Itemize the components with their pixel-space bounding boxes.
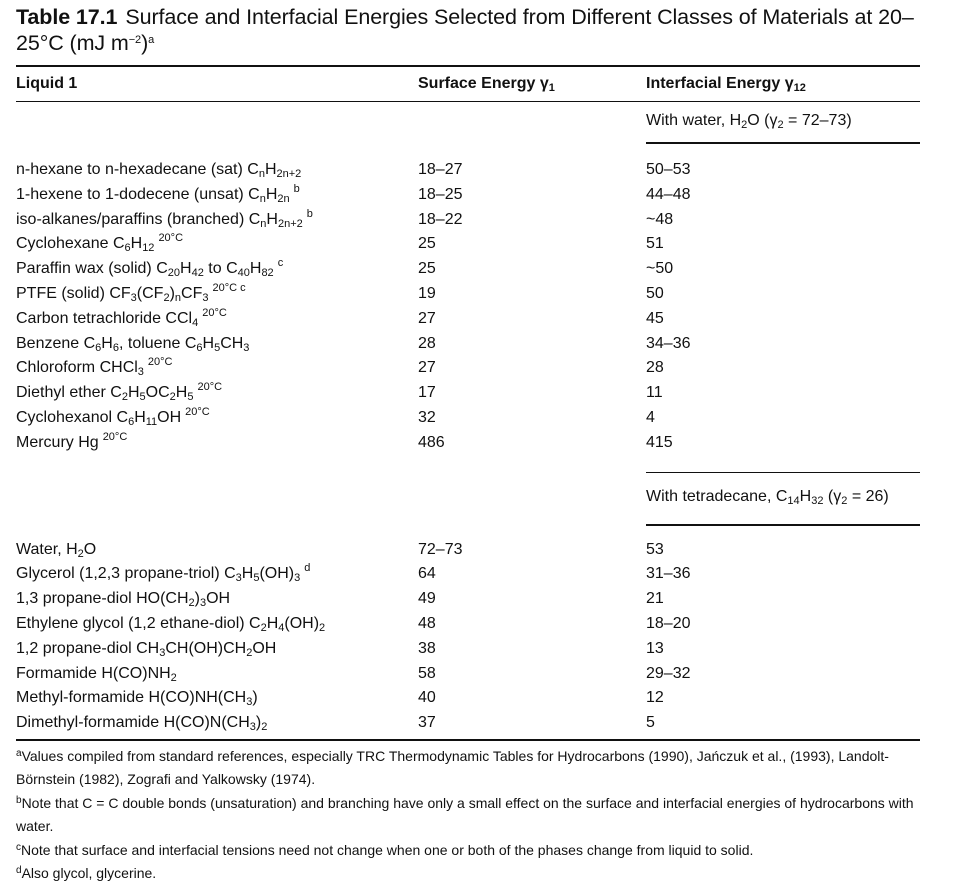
- liquid-name: [16, 158, 301, 182]
- liquid-name: [16, 686, 258, 710]
- formula-part: H: [175, 384, 188, 402]
- formula-part: Formamide H(CO)NH: [16, 664, 171, 682]
- footnote-marker: c: [16, 841, 21, 853]
- formula-part: 2: [260, 621, 267, 634]
- table-header-row: [16, 67, 920, 101]
- formula-part: (CF: [136, 284, 164, 302]
- s1-post: = 72–73): [783, 112, 852, 129]
- formula-part: 3: [159, 646, 166, 659]
- table-row: [16, 381, 920, 406]
- formula-part: iso-alkanes/paraffins (branched) C: [16, 210, 261, 228]
- formula-part: 3: [235, 572, 242, 585]
- formula-part: 2: [261, 721, 268, 734]
- surface-energy-value: 38: [418, 639, 436, 657]
- formula-part: Benzene C: [16, 334, 96, 352]
- section2-heading: [16, 472, 920, 526]
- formula-part: 2: [77, 547, 84, 560]
- table-row: [16, 307, 920, 332]
- footnote-marker: b: [16, 794, 22, 806]
- formula-part: H: [266, 614, 279, 632]
- table-caption: Surface and Interfacial Energies Selected from Different Classes of Materials at 20–25°C (mJ m: [16, 5, 914, 55]
- interfacial-energy-value: ~48: [646, 210, 674, 228]
- table-row: [16, 158, 920, 183]
- table-row: [16, 282, 920, 307]
- table-row: [16, 406, 920, 431]
- surface-energy-value: 18–25: [418, 185, 463, 203]
- interfacial-energy-value: 4: [646, 408, 655, 426]
- table-row: [16, 612, 920, 637]
- formula-part: H: [180, 260, 192, 278]
- liquid-name: [16, 381, 222, 405]
- formula-part: 2: [121, 391, 128, 404]
- formula-part: Diethyl ether C: [16, 384, 122, 402]
- formula-part: 5: [187, 391, 194, 404]
- section2-top-rule: [646, 472, 920, 473]
- footnote-text: Note that surface and interfacial tensions need not change when one or both of the phases change from liquid to solid.: [21, 841, 754, 858]
- formula-part: 42: [191, 267, 204, 280]
- liquid-name: [16, 562, 310, 586]
- formula-part: PTFE (solid) CF: [16, 284, 131, 302]
- section1-heading: [16, 102, 920, 142]
- formula-part: 4: [278, 621, 285, 634]
- interfacial-energy-value: 34–36: [646, 334, 691, 352]
- s2-mid2: (γ: [823, 487, 842, 505]
- section1-label: [646, 112, 852, 130]
- formula-part: n: [174, 291, 182, 304]
- surface-energy-value: 17: [418, 384, 436, 402]
- section1-rule: [646, 142, 920, 144]
- formula-part: 5: [214, 341, 221, 354]
- section2-rule: [646, 524, 920, 526]
- interfacial-energy-value: 45: [646, 309, 664, 327]
- formula-part: H: [241, 565, 254, 583]
- liquid-name: [16, 183, 300, 207]
- table-number: Table 17.1: [16, 5, 118, 29]
- s1-sub1: 2: [741, 119, 748, 131]
- s1-pre: With water, H: [646, 112, 742, 129]
- interfacial-energy-value: 50–53: [646, 161, 691, 178]
- formula-part: 6: [196, 341, 203, 354]
- formula-part: 3: [246, 696, 253, 709]
- formula-part: CH: [220, 334, 244, 352]
- table-row: [16, 587, 920, 612]
- formula-part: H: [264, 161, 277, 178]
- interfacial-energy-value: ~50: [646, 260, 674, 278]
- interfacial-energy-value: 50: [646, 284, 664, 302]
- formula-part: 2: [169, 391, 176, 404]
- surface-energy-value: 32: [418, 408, 436, 426]
- footnote-text: Note that C = C double bonds (unsaturation) and branching have only a small effect on the surface and interfacial energies of hydrocarbons with water.: [16, 794, 914, 835]
- table-row: [16, 356, 920, 381]
- s2-mid: H: [799, 487, 812, 505]
- liquid-name: [16, 208, 313, 232]
- formula-part: n: [258, 168, 265, 180]
- interfacial-energy-value: 53: [646, 540, 664, 558]
- formula-part: n: [259, 192, 266, 205]
- interfacial-energy-value: 18–20: [646, 614, 691, 632]
- header-interfacial-label: Interfacial Energy γ: [646, 75, 794, 92]
- formula-part: 5: [139, 391, 146, 404]
- formula-part: 3: [249, 721, 256, 734]
- formula-part: Water, H: [16, 540, 78, 558]
- formula-part: OH: [157, 408, 182, 426]
- s1-mid: O (γ: [747, 112, 778, 129]
- surface-energy-value: 37: [418, 714, 436, 732]
- surface-energy-value: 58: [418, 664, 436, 682]
- surface-energy-value: 19: [418, 284, 436, 302]
- formula-part: 3: [130, 291, 137, 304]
- surface-energy-value: 27: [418, 359, 436, 377]
- formula-part: 1-hexene to 1-dodecene (unsat) C: [16, 185, 260, 203]
- row-note: d: [304, 562, 311, 575]
- formula-part: H: [249, 260, 262, 278]
- formula-part: Cyclohexane C: [16, 235, 125, 253]
- s2-sub1: 14: [787, 494, 800, 507]
- formula-part: O: [83, 540, 97, 558]
- formula-part: , toluene C: [118, 334, 197, 352]
- formula-part: H: [134, 408, 146, 426]
- formula-part: 3: [199, 597, 207, 610]
- formula-part: 2n+2: [276, 168, 302, 180]
- formula-part: 3: [294, 572, 301, 585]
- section2-label: [646, 488, 889, 506]
- liquid-name: [16, 612, 325, 636]
- formula-part: 11: [145, 415, 158, 428]
- formula-part: ): [194, 590, 200, 608]
- header-interfacial-energy: [646, 75, 806, 93]
- interfacial-energy-value: 31–36: [646, 565, 691, 583]
- interfacial-energy-value: 21: [646, 590, 664, 608]
- surface-energy-value: 49: [418, 590, 436, 608]
- formula-part: Ethylene glycol (1,2 ethane-diol) C: [16, 614, 261, 632]
- formula-part: 3: [243, 341, 250, 354]
- formula-part: 5: [253, 572, 260, 585]
- s2-pre: With tetradecane, C: [646, 487, 788, 505]
- footnote-text: Values compiled from standard references, especially TRC Thermodynamic Tables for Hydrocarbons (1990), Jańczuk et al., (1993), Landolt-Börnstein (1982), Zografi and Yalkowsky (1974).: [16, 747, 889, 788]
- formula-part: n-hexane to n-hexadecane (sat) C: [16, 161, 259, 178]
- row-note: 20°C: [185, 405, 210, 418]
- footnote: [16, 839, 920, 862]
- table-row: [16, 686, 920, 711]
- formula-part: Paraffin wax (solid) C: [16, 260, 168, 278]
- surface-energy-value: 72–73: [418, 540, 463, 558]
- footnote-marker: a: [16, 747, 22, 759]
- formula-part: H: [130, 235, 143, 253]
- interfacial-energy-value: 5: [646, 714, 655, 732]
- formula-part: 40: [237, 267, 250, 280]
- formula-part: H: [101, 334, 113, 352]
- table-row: [16, 637, 920, 662]
- footnote-marker: d: [16, 864, 22, 876]
- liquid-name: [16, 538, 96, 562]
- row-note: 20°C: [202, 306, 227, 319]
- footnote: [16, 862, 920, 885]
- footnote: [16, 792, 920, 839]
- formula-part: 6: [112, 341, 119, 354]
- formula-part: 2: [319, 621, 326, 634]
- table-row: [16, 232, 920, 257]
- header-interfacial-sub: 12: [793, 82, 806, 94]
- formula-part: CF: [181, 284, 203, 302]
- formula-part: ): [169, 284, 175, 302]
- row-note: c: [277, 257, 284, 270]
- liquid-name: [16, 356, 173, 380]
- liquid-name: [16, 431, 127, 455]
- interfacial-energy-value: 51: [646, 235, 664, 253]
- surface-energy-value: 486: [418, 433, 445, 451]
- footnote-text: Also glycol, glycerine.: [21, 864, 157, 881]
- bottom-rule: [16, 739, 920, 741]
- formula-part: 82: [261, 267, 274, 280]
- interfacial-energy-value: 44–48: [646, 185, 691, 203]
- row-note: 20°C: [197, 381, 223, 394]
- formula-part: Carbon tetrachloride CCl: [16, 309, 193, 327]
- liquid-name: [16, 282, 246, 306]
- formula-part: H: [202, 334, 215, 352]
- formula-part: 20: [167, 267, 181, 280]
- table-row: [16, 431, 920, 456]
- caption-note-marker: a: [148, 34, 155, 46]
- formula-part: 2: [188, 597, 195, 610]
- formula-part: 6: [95, 341, 102, 354]
- formula-part: 2: [163, 291, 170, 304]
- formula-part: 6: [124, 242, 131, 255]
- header-surface-energy: [418, 75, 555, 93]
- table-row: [16, 662, 920, 687]
- table-row: [16, 562, 920, 587]
- formula-part: 1,3 propane-diol HO(CH: [16, 590, 189, 608]
- liquid-name: [16, 662, 177, 686]
- row-note: 20°C: [102, 430, 128, 443]
- surface-energy-value: 27: [418, 309, 436, 327]
- liquid-name: [16, 332, 249, 356]
- footnotes: [16, 745, 920, 885]
- liquid-name: [16, 257, 283, 281]
- header-liquid: Liquid 1: [16, 75, 78, 92]
- section2-rows: [16, 538, 920, 736]
- liquid-name: [16, 637, 276, 661]
- surface-energy-value: 48: [418, 614, 436, 632]
- formula-part: H: [265, 185, 278, 203]
- table-row: [16, 183, 920, 208]
- s1-sub2: 2: [777, 119, 784, 131]
- liquid-name: [16, 711, 267, 735]
- formula-part: 2: [246, 646, 253, 659]
- formula-part: H: [266, 210, 278, 228]
- table-row: [16, 208, 920, 233]
- formula-part: 4: [192, 316, 199, 329]
- header-surface-sub: 1: [548, 82, 555, 94]
- s2-sub3: 2: [841, 494, 848, 507]
- formula-part: Glycerol (1,2,3 propane-triol) C: [16, 565, 236, 583]
- formula-part: 3: [202, 291, 209, 304]
- formula-part: 6: [128, 415, 135, 428]
- surface-energy-value: 25: [418, 260, 436, 278]
- formula-part: to C: [203, 260, 238, 278]
- liquid-name: [16, 587, 230, 611]
- formula-part: ): [255, 714, 262, 732]
- surface-energy-value: 18–22: [418, 210, 463, 228]
- interfacial-energy-value: 12: [646, 689, 664, 707]
- formula-part: 2n+2: [277, 217, 303, 230]
- table-container: [16, 4, 920, 885]
- formula-part: CH(OH)CH: [165, 639, 247, 657]
- interfacial-energy-value: 28: [646, 359, 664, 377]
- formula-part: Methyl-formamide H(CO)NH(CH: [16, 689, 247, 707]
- surface-energy-value: 18–27: [418, 161, 463, 178]
- row-note: 20°C c: [212, 281, 246, 294]
- formula-part: 2n: [277, 192, 290, 205]
- formula-part: (OH): [259, 565, 295, 583]
- interfacial-energy-value: 11: [646, 384, 663, 402]
- row-note: b: [293, 182, 300, 195]
- formula-part: ): [252, 689, 258, 707]
- formula-part: 3: [137, 366, 144, 379]
- table-title: [16, 4, 920, 56]
- formula-part: 2: [170, 671, 177, 684]
- formula-part: Mercury Hg: [16, 433, 99, 451]
- formula-part: (OH): [284, 614, 320, 632]
- caption-exponent: −2: [128, 34, 142, 46]
- formula-part: 12: [142, 242, 155, 255]
- interfacial-energy-value: 13: [646, 639, 664, 657]
- formula-part: Chloroform CHCl: [16, 359, 138, 377]
- liquid-name: [16, 232, 183, 256]
- formula-part: H: [127, 384, 140, 402]
- formula-part: OH: [252, 639, 277, 657]
- s2-sub2: 32: [811, 494, 824, 507]
- row-note: b: [306, 207, 313, 220]
- surface-energy-value: 25: [418, 235, 436, 253]
- formula-part: Cyclohexanol C: [16, 408, 129, 426]
- surface-energy-value: 28: [418, 334, 436, 352]
- table-row: [16, 711, 920, 736]
- formula-part: Dimethyl-formamide H(CO)N(CH: [16, 714, 250, 732]
- table-row: [16, 257, 920, 282]
- footnote: [16, 745, 920, 792]
- caption-close: ): [141, 31, 149, 55]
- liquid-name: [16, 406, 210, 430]
- formula-part: n: [260, 217, 267, 230]
- s2-post: = 26): [847, 487, 889, 505]
- section1-rows: [16, 158, 920, 456]
- liquid-name: [16, 307, 227, 331]
- table-row: [16, 332, 920, 357]
- formula-part: OH: [206, 590, 231, 608]
- formula-part: OC: [145, 384, 170, 402]
- formula-part: 1,2 propane-diol CH: [16, 639, 160, 657]
- surface-energy-value: 64: [418, 565, 436, 583]
- row-note: 20°C: [147, 356, 173, 369]
- surface-energy-value: 40: [418, 689, 436, 707]
- row-note: 20°C: [158, 232, 184, 245]
- table-row: [16, 538, 920, 563]
- header-surface-label: Surface Energy γ: [418, 75, 549, 92]
- interfacial-energy-value: 29–32: [646, 664, 691, 682]
- interfacial-energy-value: 415: [646, 433, 673, 451]
